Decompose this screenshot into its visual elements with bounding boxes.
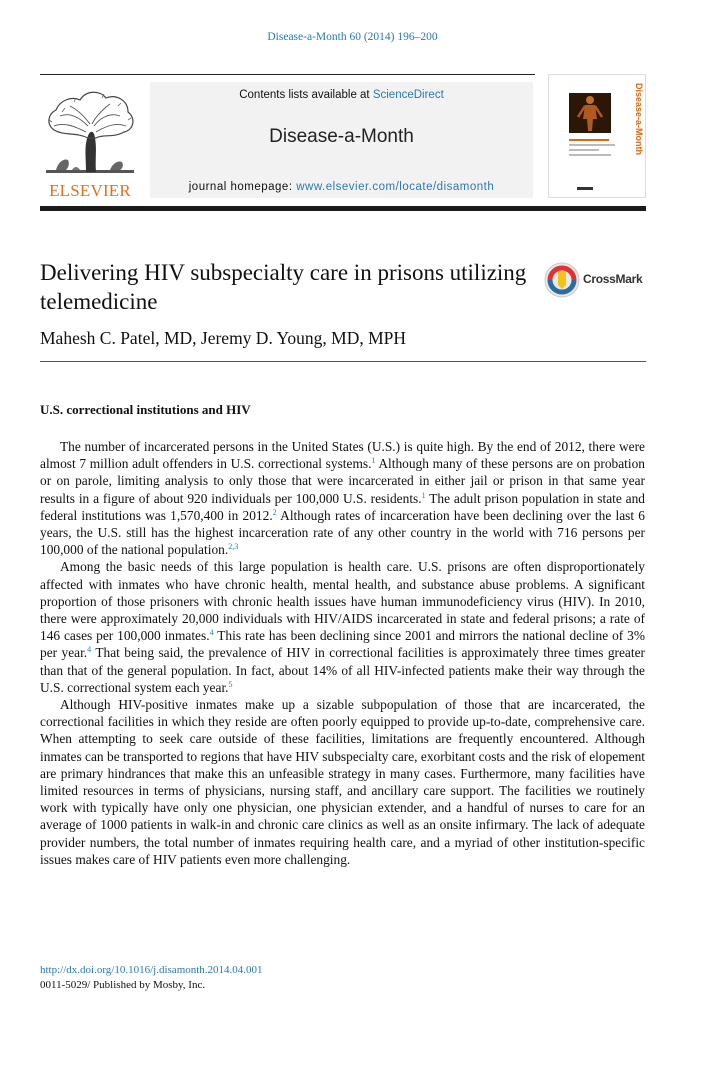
doi-link[interactable]: http://dx.doi.org/10.1016/j.disamonth.2014.04.001 <box>40 964 263 976</box>
paragraph-text: This rate has been declining since 2001 and mirrors the national decline of 3% per year. <box>40 628 645 661</box>
elsevier-tree-icon <box>40 86 140 181</box>
article-title: Delivering HIV subspecialty care in prisons utilizing telemedicine <box>40 260 527 314</box>
article-body <box>40 438 645 868</box>
cover-image <box>569 93 611 133</box>
body-paragraph <box>40 438 645 558</box>
crossmark-icon <box>544 262 580 298</box>
masthead-bottom-rule <box>40 206 646 211</box>
reference-link[interactable]: 2,3 <box>228 542 239 552</box>
paragraph-text: Although many of these persons are on probation or on parole, limiting analysis to only those that were incarcerated in either jail or prison in that same year results in a figure of about 920 individuals per 100,000 U.S. residents. <box>40 456 645 506</box>
journal-citation[interactable]: Disease-a-Month 60 (2014) 196–200 <box>267 31 438 43</box>
reference-link[interactable]: 4 <box>209 628 214 638</box>
journal-homepage-line <box>150 181 533 193</box>
paragraph-text: Among the basic needs of this large population is health care. U.S. prisons are often disproportionately affected with inmates who have chronic health, mental health, and substance abuse problems. A significant proportion of those prisoners with chronic health issues have human immunodeficiency virus (HIV). In 2010, there were approximately 20,000 individuals with HIV/AIDS incarcerated in state and federal prisons; a rate of 146 cases per 100,000 inmates. <box>40 559 645 644</box>
reference-link[interactable]: 2 <box>272 507 277 517</box>
crossmark-badge[interactable] <box>544 262 644 298</box>
paragraph-text: That being said, the prevalence of HIV in correctional facilities is approximately three times greater than that of the general population. In fact, about 14% of all HIV-infected patients make their way through the U.S. correctional system each year. <box>40 645 645 695</box>
reference-link[interactable]: 1 <box>371 456 376 466</box>
body-paragraph <box>40 696 645 868</box>
sciencedirect-link[interactable]: ScienceDirect <box>372 89 444 101</box>
paragraph-text: Although HIV-positive inmates make up a sizable subpopulation of those that are incarcerated, the correctional facilities in which they reside are often poorly equipped to provide up-to-date, comprehensive care. When attempting to seek care outside of these facilities, limitations are frequently encountered. Although inmates can be transported to regions that have HIV subspecialty care, exorbitant costs and the risk of elopement are primary hindrances that make this an unfeasible strategy in many cases. Furthermore, many facilities have limited resources in terms of physicians, nursing staff, and ancillary care support. The facilities we routinely work with typically have only one physician, one physician extender, and a handful of nurses to care for an average of 1000 patients in walk-in and chronic care clinics as well as an onsite infirmary. The lack of adequate provider numbers, the total number of inmates requiring health care, and a myriad of other institution-specific issues makes care of HIV patients even more challenging. <box>40 697 645 867</box>
masthead-top-rule <box>40 74 535 75</box>
cover-title: Disease-a-Month <box>634 83 644 156</box>
article-footer <box>40 963 263 993</box>
paragraph-text: Although rates of incarceration have been declining over the last 6 years, the U.S. still has the highest incarceration rate of any other country in the world with 716 persons per 100,000 of the national population. <box>40 507 645 558</box>
contents-prefix: Contents lists available at <box>239 89 373 101</box>
elsevier-logo[interactable] <box>40 86 140 198</box>
contents-lists-line <box>150 89 533 101</box>
journal-homepage-link[interactable]: www.elsevier.com/locate/disamonth <box>296 181 495 193</box>
crossmark-label: CrossMark <box>583 272 643 286</box>
reference-link[interactable]: 1 <box>421 490 426 500</box>
paragraph-text: The adult prison population in state and federal institutions was 1,570,400 in 2012. <box>40 490 646 523</box>
reference-link[interactable]: 4 <box>87 645 92 655</box>
copyright-line: 0011-5029/ Published by Mosby, Inc. <box>40 979 206 991</box>
journal-masthead <box>40 74 646 212</box>
cover-text-lines <box>569 139 617 159</box>
paragraph-text: The number of incarcerated persons in the United States (U.S.) is quite high. By the end of 2012, there were almost 7 million adult offenders in U.S. correctional systems. <box>40 439 645 472</box>
elsevier-wordmark: ELSEVIER <box>49 181 131 200</box>
anatomy-figure-icon <box>569 93 611 133</box>
journal-header-box <box>150 82 533 198</box>
section-heading: U.S. correctional institutions and HIV <box>40 402 251 417</box>
reference-link[interactable]: 5 <box>228 679 233 689</box>
cover-publisher-mark <box>577 187 593 190</box>
homepage-prefix: journal homepage: <box>188 181 297 193</box>
article-authors: Mahesh C. Patel, MD, Jeremy D. Young, MD, MPH <box>40 328 407 348</box>
journal-name: Disease-a-Month <box>269 126 414 147</box>
authors-divider <box>40 361 646 362</box>
journal-cover-thumbnail[interactable] <box>548 74 646 198</box>
body-paragraph <box>40 558 645 696</box>
